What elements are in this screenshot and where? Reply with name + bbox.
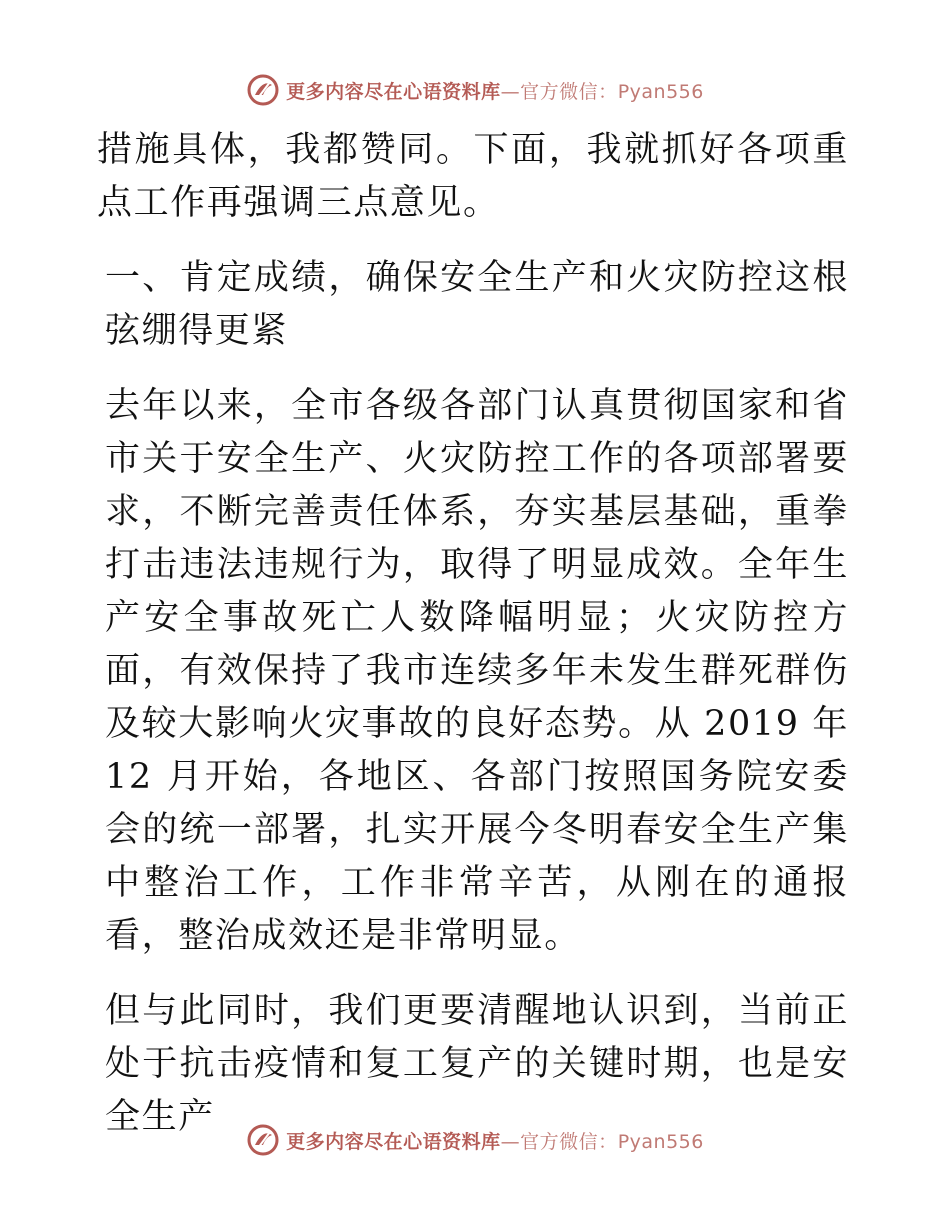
brand-logo-icon <box>246 73 280 107</box>
watermark-main-text: 更多内容尽在心语资料库 <box>286 1130 501 1153</box>
watermark-contact-label: 官方微信： <box>520 80 618 103</box>
watermark-contact-value: Pyan556 <box>617 1130 704 1153</box>
brand-logo-icon <box>246 1123 280 1157</box>
paragraph-intro: 措施具体，我都赞同。下面，我就抓好各项重点工作再强调三点意见。 <box>97 130 849 223</box>
paragraph-achievements: 去年以来，全市各级各部门认真贯彻国家和省市关于安全生产、火灾防控工作的各项部署要求，不断完善责任体系，夯实基层基础，重拳打击违法违规行为，取得了明显成效。全年生产安全事故死亡人数降幅明显；火灾防控方面，有效保持了我市连续多年未发生群死群伤及较大影响火灾事故的良好态势。从 2019 年 12 月开始，各地区、各部门按照国务院安委会的统一部署，扎实开展今冬明春安全生产集中整治工作，工作非常辛苦，从刚在的通报看，整治成效还是非常明显。 <box>105 386 849 956</box>
section-heading-1: 一、肯定成绩，确保安全生产和火灾防控这根弦绷得更紧 <box>105 258 849 351</box>
watermark-contact-value: Pyan556 <box>617 80 704 103</box>
watermark-separator: — <box>500 1130 521 1153</box>
footer-watermark <box>0 1120 950 1160</box>
header-watermark <box>0 70 950 110</box>
document-body <box>97 124 849 1166</box>
watermark-text <box>286 1127 704 1154</box>
watermark-separator: — <box>500 80 521 103</box>
paragraph-current-situation: 但与此同时，我们更要清醒地认识到，当前正处于抗击疫情和复工复产的关键时期，也是安全生产 <box>105 991 849 1137</box>
watermark-main-text: 更多内容尽在心语资料库 <box>286 80 501 103</box>
watermark-text <box>286 77 704 104</box>
watermark-contact-label: 官方微信： <box>520 1130 618 1153</box>
